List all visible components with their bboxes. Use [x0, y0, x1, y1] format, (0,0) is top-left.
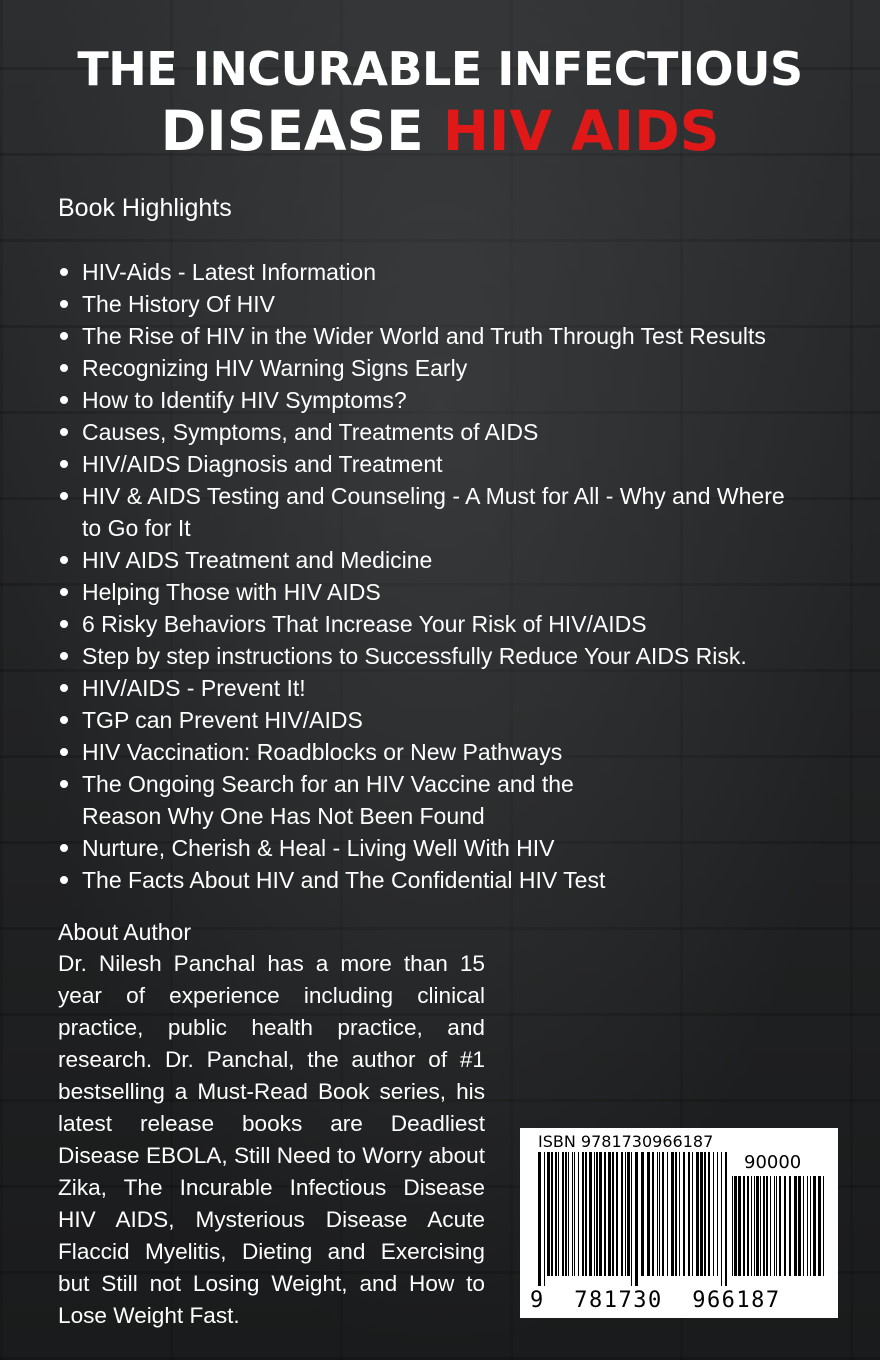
barcode-bar — [774, 1176, 775, 1276]
barcode-bar — [572, 1152, 573, 1276]
barcode-bar — [738, 1176, 741, 1276]
barcode-bar — [635, 1152, 638, 1286]
barcode-bar — [679, 1152, 680, 1276]
barcode-bar — [627, 1152, 630, 1276]
price-code: 90000 — [744, 1152, 802, 1173]
barcode-bar — [776, 1176, 777, 1276]
barcode-bar — [756, 1176, 759, 1276]
list-item: The Facts About HIV and The Confidential HIV Test — [58, 864, 848, 896]
list-item: HIV/AIDS - Prevent It! — [58, 672, 848, 704]
barcode-bar — [608, 1152, 611, 1276]
barcode-bar — [798, 1176, 801, 1276]
barcode-bar — [763, 1176, 765, 1276]
list-item: HIV Vaccination: Roadblocks or New Pathways — [58, 736, 848, 768]
barcode-bar — [692, 1152, 693, 1276]
list-item: Causes, Symptoms, and Treatments of AIDS — [58, 416, 848, 448]
list-item: Recognizing HIV Warning Signs Early — [58, 352, 848, 384]
barcode-bar — [604, 1152, 606, 1276]
barcode-bar — [657, 1152, 658, 1276]
barcode-bar — [743, 1176, 745, 1276]
list-item: The Rise of HIV in the Wider World and Truth Through Test Results — [58, 320, 848, 352]
barcode-bar — [562, 1152, 564, 1276]
barcode-bar — [734, 1176, 737, 1276]
barcode-bar — [547, 1152, 550, 1276]
highlights-list — [58, 256, 848, 896]
title-hiv-aids: HIV AIDS — [442, 99, 720, 163]
barcode-bar — [551, 1152, 553, 1276]
barcode-bar — [544, 1152, 545, 1286]
isbn-barcode — [520, 1128, 838, 1318]
barcode-bar — [721, 1152, 722, 1286]
title-line-1: THE INCURABLE INFECTIOUS — [77, 42, 803, 96]
barcode-bar — [732, 1176, 733, 1276]
barcode-bar — [641, 1152, 644, 1276]
barcode-bar — [717, 1152, 718, 1276]
barcode-bar — [621, 1152, 623, 1276]
barcode-bar — [794, 1176, 797, 1276]
barcode-bar — [803, 1176, 804, 1276]
barcode-bar — [683, 1152, 685, 1276]
list-item: The History Of HIV — [58, 288, 848, 320]
barcode-bar — [708, 1152, 710, 1276]
list-item: Step by step instructions to Successfully Reduce Your AIDS Risk. — [58, 640, 848, 672]
barcode-bar — [789, 1176, 791, 1276]
barcode-bar — [700, 1152, 703, 1276]
barcode-bar — [713, 1152, 714, 1276]
barcode-bar — [647, 1152, 650, 1276]
title-disease-word: DISEASE — [160, 99, 424, 163]
barcode-bar — [599, 1152, 602, 1276]
list-item: How to Identify HIV Symptoms? — [58, 384, 848, 416]
barcode-bar — [688, 1152, 690, 1276]
barcode-bar — [612, 1152, 614, 1276]
barcode-bar — [578, 1152, 579, 1276]
book-title — [0, 42, 880, 163]
list-item: HIV AIDS Treatment and Medicine — [58, 544, 848, 576]
barcode-bar — [779, 1176, 781, 1276]
barcode-bar — [696, 1152, 699, 1276]
about-author-body: Dr. Nilesh Panchal has a more than 15 year of experience including clinical practice, public health practice, and research. Dr. Panchal, the author of #1 bestselling a Must-Read Book series, his latest release books are Deadliest Disease EBOLA, Still Need to Worry about Zika, The Incurable Infectious Disease HIV AIDS, Mysterious Disease Acute Flaccid Myelitis, Dieting and Exercising but Still not Losing Weight, and How to Lose Weight Fast. — [58, 951, 485, 1328]
barcode-bar — [725, 1152, 727, 1286]
barcode-bar — [585, 1152, 587, 1276]
list-item: HIV & AIDS Testing and Counseling - A Must for All - Why and Where to Go for It — [58, 480, 848, 544]
barcode-bar — [754, 1176, 755, 1276]
barcode-bar — [589, 1152, 592, 1276]
barcode-bar — [704, 1152, 706, 1276]
list-item: The Ongoing Search for an HIV Vaccine and the Reason Why One Has Not Been Found — [58, 768, 848, 832]
title-line-2 — [0, 99, 880, 163]
barcode-bar — [555, 1152, 557, 1276]
list-item: HIV/AIDS Diagnosis and Treatment — [58, 448, 848, 480]
barcode-bar — [596, 1152, 598, 1276]
list-item: Nurture, Cherish & Heal - Living Well With HIV — [58, 832, 848, 864]
barcode-bar — [807, 1176, 808, 1276]
barcode-bar — [766, 1176, 768, 1276]
barcode-bar — [659, 1152, 660, 1276]
barcode-bar — [574, 1152, 575, 1276]
list-item: TGP can Prevent HIV/AIDS — [58, 704, 848, 736]
list-item: 6 Risky Behaviors That Increase Your Risk of HIV/AIDS — [58, 608, 848, 640]
barcode-bar — [770, 1176, 771, 1276]
barcode-bar — [631, 1152, 632, 1286]
barcode-bar — [813, 1176, 816, 1276]
barcode-bar — [671, 1152, 674, 1276]
barcode-bar — [823, 1176, 824, 1276]
barcode-bar — [760, 1176, 761, 1276]
barcode-bar — [594, 1152, 595, 1276]
barcode-bar — [667, 1152, 668, 1276]
barcode-bar — [625, 1152, 626, 1276]
ean-barcode-bars — [538, 1152, 728, 1286]
about-author-heading: About Author — [58, 919, 191, 945]
list-item: HIV-Aids - Latest Information — [58, 256, 848, 288]
barcode-bar — [751, 1176, 752, 1276]
barcode-bar — [675, 1152, 677, 1276]
ean-digits: 9 781730 966187 — [530, 1288, 781, 1313]
barcode-bar — [747, 1176, 749, 1276]
barcode-bar — [662, 1152, 664, 1276]
barcode-bar — [784, 1176, 786, 1276]
barcode-bar — [810, 1176, 811, 1276]
barcode-bar — [582, 1152, 584, 1276]
highlights-heading: Book Highlights — [58, 194, 232, 222]
list-item: Helping Those with HIV AIDS — [58, 576, 848, 608]
price-barcode-bars — [732, 1176, 828, 1286]
barcode-bar — [568, 1152, 569, 1276]
barcode-bar — [818, 1176, 821, 1276]
barcode-bar — [565, 1152, 567, 1276]
barcode-bar — [538, 1152, 541, 1286]
barcode-bar — [652, 1152, 654, 1276]
isbn-label: ISBN 9781730966187 — [538, 1132, 714, 1151]
barcode-bar — [558, 1152, 559, 1276]
barcode-bar — [616, 1152, 618, 1276]
